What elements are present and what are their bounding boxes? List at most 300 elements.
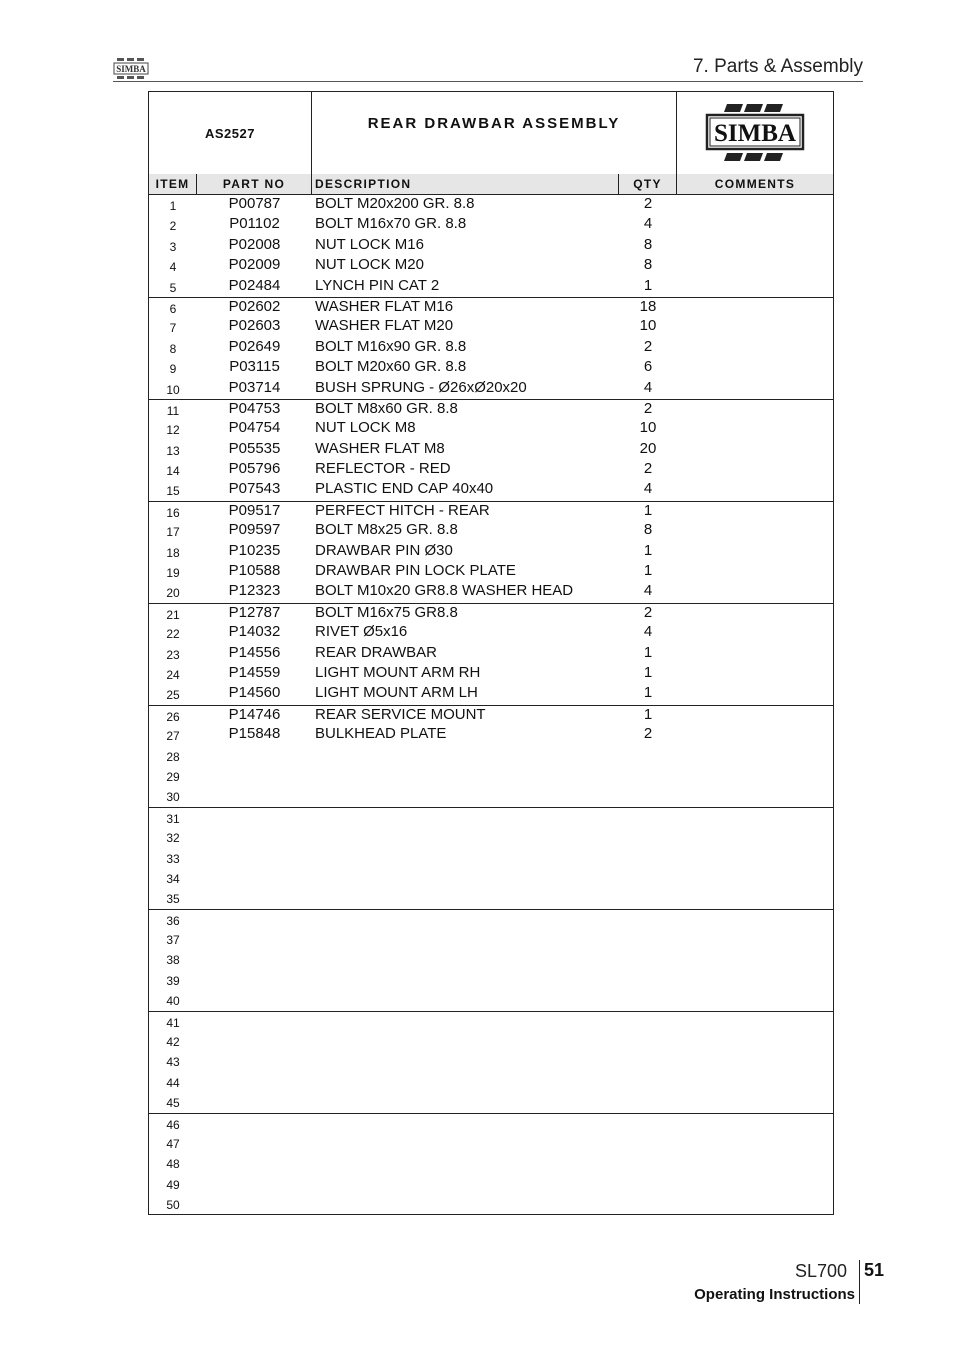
part-quantity: 2 (643, 337, 653, 355)
part-number (197, 1114, 312, 1134)
item-number: 48 (166, 1157, 180, 1172)
table-row (149, 1072, 833, 1092)
part-comments (677, 215, 833, 235)
part-number: P12787 (228, 603, 281, 621)
item-number: 26 (166, 709, 180, 724)
part-comments (677, 664, 833, 684)
part-quantity (619, 746, 677, 766)
item-number: 4 (169, 260, 177, 275)
col-comments-header: COMMENTS (714, 177, 796, 191)
part-comments (677, 236, 833, 256)
part-number (197, 868, 312, 888)
part-quantity (619, 1012, 677, 1032)
part-number: P12323 (228, 582, 281, 600)
table-row (149, 379, 833, 399)
item-number: 14 (166, 464, 180, 479)
part-description (315, 766, 619, 786)
part-number (197, 766, 312, 786)
part-comments (677, 298, 833, 318)
item-number: 40 (166, 994, 180, 1009)
table-row (149, 603, 833, 623)
part-comments (677, 706, 833, 726)
table-row (149, 440, 833, 460)
item-number: 50 (166, 1198, 180, 1213)
item-number: 17 (166, 525, 180, 540)
item-number: 47 (166, 1136, 180, 1151)
table-row (149, 807, 833, 827)
part-comments (677, 338, 833, 358)
part-quantity (619, 848, 677, 868)
part-description (315, 949, 619, 969)
part-description: BOLT M16x90 GR. 8.8 (315, 337, 467, 355)
part-description: DRAWBAR PIN LOCK PLATE (315, 562, 516, 580)
part-comments (677, 786, 833, 806)
part-description (315, 970, 619, 990)
table-row (149, 215, 833, 235)
table-row (149, 929, 833, 949)
part-comments (677, 1114, 833, 1134)
part-comments (677, 929, 833, 949)
table-row (149, 848, 833, 868)
part-number: P02009 (228, 256, 281, 274)
part-comments (677, 582, 833, 602)
part-description: REAR SERVICE MOUNT (315, 705, 486, 723)
part-quantity: 1 (643, 501, 653, 519)
part-description: WASHER FLAT M8 (315, 439, 445, 457)
item-number: 42 (166, 1035, 180, 1050)
column-header-row (149, 174, 833, 195)
item-number: 15 (166, 484, 180, 499)
table-row (149, 1092, 833, 1112)
part-quantity: 1 (643, 276, 653, 294)
part-quantity (619, 1092, 677, 1112)
table-row (149, 460, 833, 480)
item-number: 23 (166, 647, 180, 662)
item-number: 43 (166, 1055, 180, 1070)
item-number: 9 (169, 362, 177, 377)
item-number: 8 (169, 341, 177, 356)
item-number: 5 (169, 280, 177, 295)
part-quantity: 20 (639, 439, 657, 457)
col-part-header: PART NO (197, 174, 312, 194)
part-description: BOLT M16x75 GR8.8 (315, 603, 458, 621)
table-row (149, 317, 833, 337)
part-quantity: 6 (643, 358, 653, 376)
part-comments (677, 1153, 833, 1173)
part-comments (677, 990, 833, 1010)
part-number: P10235 (228, 541, 281, 559)
table-row (149, 786, 833, 806)
part-number (197, 786, 312, 806)
item-number: 29 (166, 769, 180, 784)
part-comments (677, 1072, 833, 1092)
item-number: 46 (166, 1117, 180, 1132)
table-row (149, 705, 833, 725)
part-number: P02649 (228, 337, 281, 355)
part-description: PLASTIC END CAP 40x40 (315, 480, 494, 498)
parts-sheet (148, 91, 834, 1215)
part-description (315, 868, 619, 888)
part-comments (677, 400, 833, 420)
assembly-title: REAR DRAWBAR ASSEMBLY (312, 92, 677, 174)
part-description (315, 1012, 619, 1032)
part-comments (677, 419, 833, 439)
part-description: BUSH SPRUNG - Ø26xØ20x20 (315, 378, 527, 396)
table-row (149, 725, 833, 745)
item-number: 13 (166, 443, 180, 458)
table-row (149, 684, 833, 704)
table-row (149, 909, 833, 929)
table-row (149, 521, 833, 541)
part-number: P03714 (228, 378, 281, 396)
part-description (315, 746, 619, 766)
part-quantity (619, 1051, 677, 1071)
part-number (197, 1051, 312, 1071)
sheet-title-row (149, 92, 833, 175)
part-quantity (619, 949, 677, 969)
table-row (149, 1153, 833, 1173)
footer-model: SL700 (795, 1261, 848, 1281)
item-number: 6 (169, 301, 177, 316)
item-number: 3 (169, 239, 177, 254)
item-number: 39 (166, 973, 180, 988)
part-comments (677, 562, 833, 582)
part-number (197, 808, 312, 828)
table-row (149, 644, 833, 664)
part-comments (677, 358, 833, 378)
part-comments (677, 1133, 833, 1153)
item-number: 19 (166, 566, 180, 581)
table-row (149, 868, 833, 888)
part-description (315, 910, 619, 930)
part-quantity: 2 (643, 725, 653, 743)
part-quantity (619, 868, 677, 888)
part-comments (677, 684, 833, 704)
table-row (149, 970, 833, 990)
part-description: BOLT M16x70 GR. 8.8 (315, 215, 467, 233)
part-description: RIVET Ø5x16 (315, 623, 408, 641)
part-description (315, 1133, 619, 1153)
part-quantity: 4 (643, 480, 653, 498)
header-brand-logo (113, 58, 149, 79)
part-description: REAR DRAWBAR (315, 643, 437, 661)
part-number: P14556 (228, 643, 281, 661)
item-number: 33 (166, 851, 180, 866)
part-description (315, 1031, 619, 1051)
item-number: 12 (166, 423, 180, 438)
col-description-header: DESCRIPTION (312, 174, 619, 194)
item-number: 2 (169, 219, 177, 234)
part-number (197, 949, 312, 969)
part-comments (677, 1051, 833, 1071)
part-number: P15848 (228, 725, 281, 743)
part-quantity: 8 (643, 256, 653, 274)
part-number (197, 1031, 312, 1051)
table-row (149, 1194, 833, 1214)
part-comments (677, 888, 833, 908)
part-quantity: 8 (643, 521, 653, 539)
part-comments (677, 317, 833, 337)
table-row (149, 1133, 833, 1153)
part-description: BOLT M8x60 GR. 8.8 (315, 399, 458, 417)
part-comments (677, 949, 833, 969)
part-comments (677, 1092, 833, 1112)
part-number: P02603 (228, 317, 281, 335)
part-comments (677, 746, 833, 766)
part-quantity: 1 (643, 684, 653, 702)
part-quantity (619, 929, 677, 949)
part-description: BOLT M20x200 GR. 8.8 (315, 195, 475, 212)
table-row (149, 195, 833, 215)
part-number (197, 888, 312, 908)
table-row (149, 542, 833, 562)
part-description (315, 888, 619, 908)
item-number: 30 (166, 790, 180, 805)
part-number (197, 746, 312, 766)
part-number (197, 970, 312, 990)
part-number: P14560 (228, 684, 281, 702)
part-quantity: 8 (643, 235, 653, 253)
table-row (149, 766, 833, 786)
item-number: 45 (166, 1096, 180, 1111)
part-quantity (619, 786, 677, 806)
part-number (197, 1153, 312, 1173)
part-number: P14559 (228, 663, 281, 681)
table-row (149, 338, 833, 358)
part-number (197, 929, 312, 949)
part-quantity (619, 1031, 677, 1051)
part-quantity: 4 (643, 378, 653, 396)
part-comments (677, 1194, 833, 1214)
part-quantity: 10 (639, 419, 657, 437)
part-number: P04753 (228, 399, 281, 417)
part-description: PERFECT HITCH - REAR (315, 501, 490, 519)
item-number: 31 (166, 811, 180, 826)
table-row (149, 277, 833, 297)
part-number: P05796 (228, 460, 281, 478)
part-number (197, 1012, 312, 1032)
part-description (315, 1114, 619, 1134)
part-number (197, 1072, 312, 1092)
part-quantity: 1 (643, 541, 653, 559)
part-quantity (619, 1072, 677, 1092)
item-number: 32 (166, 831, 180, 846)
part-comments (677, 195, 833, 215)
item-number: 36 (166, 913, 180, 928)
part-description (315, 929, 619, 949)
item-number: 25 (166, 688, 180, 703)
item-number: 10 (166, 382, 180, 397)
item-number: 28 (166, 749, 180, 764)
svg-text:SIMBA: SIMBA (116, 64, 146, 74)
part-quantity (619, 766, 677, 786)
part-description: LIGHT MOUNT ARM LH (315, 684, 478, 702)
part-comments (677, 604, 833, 624)
part-comments (677, 256, 833, 276)
part-quantity (619, 910, 677, 930)
item-number: 44 (166, 1075, 180, 1090)
part-number: P09517 (228, 501, 281, 519)
part-number (197, 990, 312, 1010)
part-comments (677, 808, 833, 828)
part-quantity (619, 888, 677, 908)
part-comments (677, 521, 833, 541)
part-number: P00787 (228, 195, 281, 212)
part-number (197, 1092, 312, 1112)
part-number: P09597 (228, 521, 281, 539)
part-comments (677, 827, 833, 847)
part-quantity: 2 (643, 399, 653, 417)
table-row (149, 1011, 833, 1031)
part-quantity (619, 808, 677, 828)
table-row (149, 236, 833, 256)
table-row (149, 746, 833, 766)
part-number: P04754 (228, 419, 281, 437)
part-comments (677, 277, 833, 297)
part-comments (677, 480, 833, 500)
svg-text:SIMBA: SIMBA (714, 120, 796, 147)
part-description: BOLT M10x20 GR8.8 WASHER HEAD (315, 582, 574, 600)
table-row (149, 1051, 833, 1071)
part-number (197, 910, 312, 930)
section-title: 7. Parts & Assembly (692, 56, 863, 77)
part-quantity: 2 (643, 603, 653, 621)
item-number: 1 (169, 199, 177, 213)
table-row (149, 990, 833, 1010)
table-row (149, 664, 833, 684)
item-number: 49 (166, 1177, 180, 1192)
part-quantity: 1 (643, 663, 653, 681)
item-number: 24 (166, 667, 180, 682)
part-number: P14032 (228, 623, 281, 641)
part-quantity: 18 (639, 297, 657, 315)
part-quantity: 4 (643, 582, 653, 600)
part-comments (677, 1012, 833, 1032)
item-number: 20 (166, 586, 180, 601)
item-number: 11 (166, 403, 180, 418)
part-description: REFLECTOR - RED (315, 460, 451, 478)
part-description: BOLT M8x25 GR. 8.8 (315, 521, 458, 539)
part-description: NUT LOCK M16 (315, 235, 424, 253)
item-number: 22 (166, 627, 180, 642)
part-comments (677, 725, 833, 745)
col-qty-header: QTY (619, 174, 677, 194)
part-description: WASHER FLAT M16 (315, 297, 454, 315)
footer-divider (859, 1260, 860, 1304)
table-row (149, 1031, 833, 1051)
part-quantity: 4 (643, 215, 653, 233)
table-row (149, 582, 833, 602)
part-description (315, 990, 619, 1010)
part-description: DRAWBAR PIN Ø30 (315, 541, 453, 559)
part-description (315, 1174, 619, 1194)
part-number (197, 1194, 312, 1214)
item-number: 7 (169, 321, 177, 336)
table-row (149, 562, 833, 582)
part-quantity (619, 1194, 677, 1214)
part-quantity (619, 1174, 677, 1194)
item-number: 37 (166, 933, 180, 948)
item-number: 38 (166, 953, 180, 968)
part-comments (677, 379, 833, 399)
part-number: P03115 (229, 358, 280, 376)
table-row (149, 419, 833, 439)
table-row (149, 827, 833, 847)
part-comments (677, 868, 833, 888)
assembly-number: AS2527 (149, 92, 312, 174)
part-number: P07543 (228, 480, 281, 498)
table-row (149, 358, 833, 378)
table-row (149, 888, 833, 908)
part-description: BULKHEAD PLATE (315, 725, 447, 743)
part-description: WASHER FLAT M20 (315, 317, 454, 335)
col-item-header: ITEM (149, 174, 197, 194)
part-number: P14746 (228, 705, 281, 723)
part-description (315, 808, 619, 828)
part-number: P02008 (228, 235, 281, 253)
part-comments (677, 1174, 833, 1194)
table-row (149, 256, 833, 276)
item-number: 21 (166, 607, 180, 622)
part-quantity (619, 990, 677, 1010)
simba-logo (677, 92, 833, 174)
part-number: P02602 (228, 297, 281, 315)
part-description: NUT LOCK M20 (315, 256, 424, 274)
part-number: P10588 (228, 562, 281, 580)
part-quantity (619, 1133, 677, 1153)
part-quantity (619, 827, 677, 847)
table-row (149, 480, 833, 500)
table-row (149, 501, 833, 521)
part-quantity: 1 (643, 705, 653, 723)
part-comments (677, 542, 833, 562)
part-quantity (619, 1114, 677, 1134)
table-row (149, 1174, 833, 1194)
part-quantity: 1 (643, 643, 653, 661)
table-row (149, 949, 833, 969)
header-rule (113, 81, 863, 82)
part-description (315, 1072, 619, 1092)
table-row (149, 399, 833, 419)
part-quantity: 10 (639, 317, 657, 335)
item-number: 16 (166, 505, 180, 520)
part-comments (677, 848, 833, 868)
part-comments (677, 460, 833, 480)
part-description (315, 1051, 619, 1071)
part-description (315, 786, 619, 806)
part-number (197, 848, 312, 868)
table-row (149, 623, 833, 643)
part-quantity (619, 970, 677, 990)
item-number: 41 (166, 1015, 180, 1030)
part-quantity (619, 1153, 677, 1173)
part-number (197, 827, 312, 847)
part-description (315, 848, 619, 868)
part-description: NUT LOCK M8 (315, 419, 416, 437)
part-quantity: 1 (643, 562, 653, 580)
part-number: P05535 (228, 439, 281, 457)
part-comments (677, 502, 833, 522)
part-comments (677, 440, 833, 460)
part-description (315, 827, 619, 847)
part-description: LYNCH PIN CAT 2 (315, 276, 440, 294)
part-quantity: 2 (643, 460, 653, 478)
part-description (315, 1153, 619, 1173)
part-comments (677, 644, 833, 664)
parts-list (149, 195, 833, 1215)
part-number (197, 1133, 312, 1153)
table-row (149, 297, 833, 317)
